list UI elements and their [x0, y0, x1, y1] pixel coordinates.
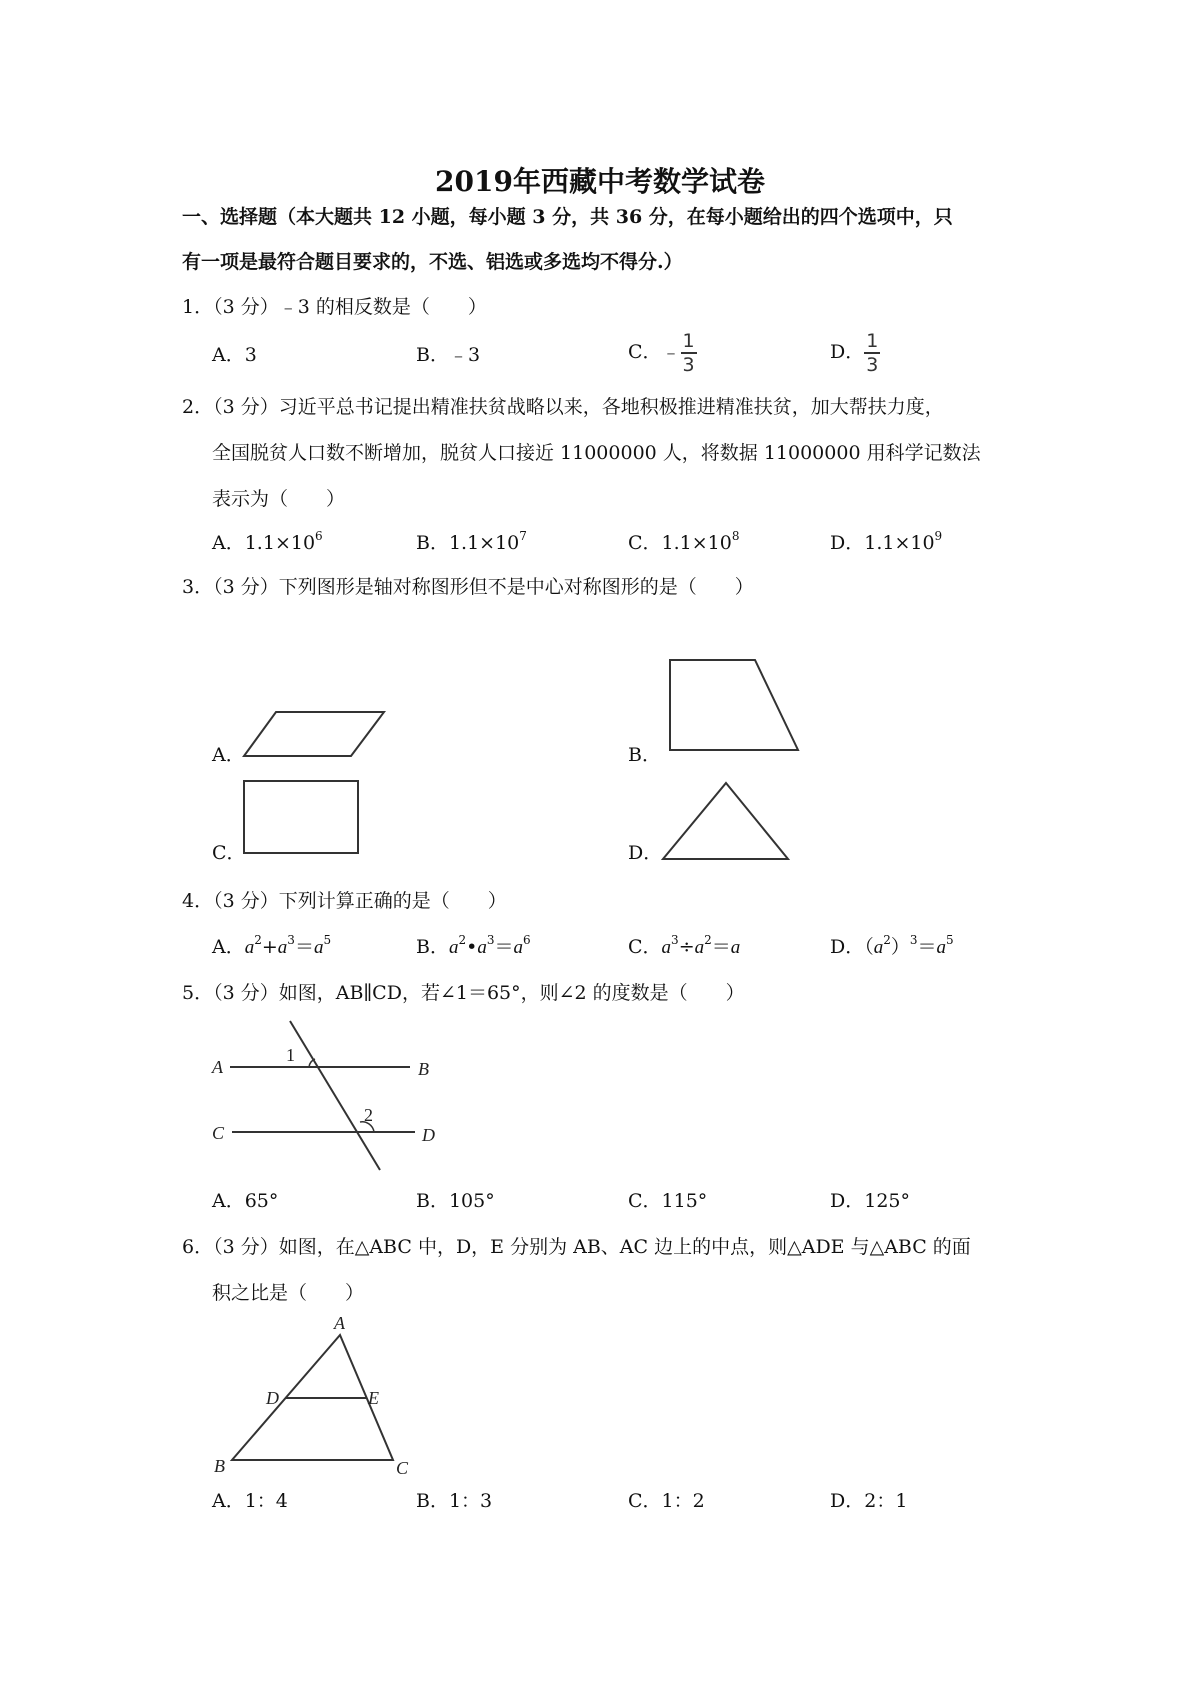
label-b: B [418, 1059, 429, 1079]
q5-figure-parallel-lines [210, 1015, 450, 1175]
q1-option-b: B．﹣3 [416, 344, 481, 366]
q3-figure-rectangle [240, 775, 370, 865]
q6-option-d: D．2：1 [830, 1490, 908, 1512]
q4-var: a [730, 937, 741, 958]
q1-option-d [830, 330, 880, 376]
q4-exp: 3 [909, 933, 918, 947]
q3-option-b-label: B． [628, 744, 661, 766]
q4-exp: 3 [671, 933, 679, 947]
q2-option-d-text: D．1.1×10 [830, 532, 935, 554]
section-heading-line2: 有一项是最符合题目要求的，不选、铝选或多选均不得分.） [182, 251, 683, 273]
q4-var: a [936, 937, 947, 958]
q5-option-a: A．65° [212, 1190, 279, 1212]
label-c: C [396, 1458, 409, 1478]
q4-option-a [212, 932, 331, 959]
q4-option-d [830, 932, 954, 959]
q1-option-a: A．3 [212, 344, 257, 366]
q4-exp: 3 [287, 933, 295, 947]
q4-var: a [277, 937, 288, 958]
label-c: C [212, 1123, 225, 1143]
q2-option-c-text: C．1.1×10 [628, 532, 732, 554]
q4-exp: 6 [522, 933, 531, 947]
label-angle-2: 2 [364, 1105, 373, 1125]
q4-option-b-label: B． [416, 936, 449, 958]
trapezoid-shape [670, 660, 798, 750]
q4-eq: ＝ [294, 936, 314, 958]
q1-option-c [628, 330, 697, 376]
q4-var: a [661, 937, 672, 958]
q4-op: ÷ [678, 936, 695, 958]
q3-figure-triangle [655, 775, 795, 865]
q4-op: + [261, 936, 278, 958]
q4-close: ） [890, 936, 910, 958]
q2-option-b-exponent: 7 [519, 529, 527, 543]
q4-option-b [416, 932, 531, 959]
q3-figure-trapezoid [660, 650, 810, 760]
transversal-line [290, 1021, 380, 1170]
q4-exp: 2 [883, 933, 891, 947]
label-b: B [214, 1456, 225, 1476]
q6-option-a: A．1：4 [212, 1490, 288, 1512]
q4-eq: ＝ [494, 936, 514, 958]
q4-exp: 2 [254, 933, 262, 947]
q4-exp: 2 [704, 933, 712, 947]
q4-eq: ＝ [711, 936, 731, 958]
q2-option-c-exponent: 8 [731, 529, 740, 543]
q6-stem-line1: 6．（3 分）如图，在△ABC 中，D，E 分别为 AB、AC 边上的中点，则△ADE 与△ABC 的面 [182, 1236, 971, 1258]
q4-exp: 5 [323, 933, 332, 947]
q5-option-c: C．115° [628, 1190, 708, 1212]
q4-var: a [694, 937, 705, 958]
q1-option-c-fraction [681, 330, 697, 376]
q2-option-c [628, 528, 740, 555]
q2-option-b-text: B．1.1×10 [416, 532, 520, 554]
label-d: D [422, 1125, 435, 1145]
q2-option-d-exponent: 9 [934, 529, 943, 543]
q3-option-a-label: A． [212, 744, 245, 766]
q4-var: a [244, 937, 255, 958]
q5-option-d: D．125° [830, 1190, 910, 1212]
q1-option-c-numerator: 1 [682, 330, 695, 352]
q4-option-a-label: A． [212, 936, 245, 958]
q3-option-c-label: C． [212, 842, 246, 864]
q6-option-c: C．1：2 [628, 1490, 705, 1512]
q1-option-d-numerator: 1 [866, 330, 879, 352]
q4-var: a [513, 937, 523, 958]
q3-stem: 3．（3 分）下列图形是轴对称图形但不是中心对称图形的是（ ） [182, 576, 754, 598]
page-title: 2019年西藏中考数学试卷 [435, 165, 765, 198]
q4-exp: 2 [458, 933, 467, 947]
q4-var: a [448, 937, 459, 958]
q2-stem-line1: 2．（3 分）习近平总书记提出精准扶贫战略以来，各地积极推进精准扶贫，加大帮扶力度， [182, 396, 944, 418]
q6-option-b: B．1：3 [416, 1490, 493, 1512]
q3-option-d-label: D． [628, 842, 663, 864]
angle-1-arc [309, 1059, 315, 1067]
q2-option-a-text: A．1.1×10 [212, 532, 316, 554]
q5-option-b: B．105° [416, 1190, 495, 1212]
q4-eq: ＝ [917, 936, 937, 958]
q4-exp: 5 [946, 933, 954, 947]
q4-var: a [873, 937, 884, 958]
q2-option-b [416, 528, 527, 555]
section-heading-line1: 一、选择题（本大题共 12 小题，每小题 3 分，共 36 分，在每小题给出的四个选项中，只 [182, 206, 953, 228]
label-a: A [334, 1313, 345, 1333]
q2-option-a [212, 528, 323, 555]
q4-stem: 4．（3 分）下列计算正确的是（ ） [182, 890, 507, 912]
q4-option-c-label: C． [628, 936, 662, 958]
label-a: A [212, 1057, 223, 1077]
rectangle-shape [244, 781, 358, 853]
label-e: E [368, 1388, 379, 1408]
q4-exp: 3 [486, 933, 495, 947]
q5-stem: 5．（3 分）如图，AB∥CD，若∠1＝65°，则∠2 的度数是（ ） [182, 982, 745, 1004]
q2-stem-line2: 全国脱贫人口数不断增加，脱贫人口接近 11000000 人，将数据 11000000 用科学记数法 [212, 442, 981, 464]
q4-var: a [313, 937, 324, 958]
q4-var: a [477, 937, 487, 958]
q3-figure-parallelogram [230, 700, 390, 760]
q2-option-d [830, 528, 942, 555]
q6-stem-line2: 积之比是（ ） [212, 1282, 365, 1304]
label-angle-1: 1 [286, 1045, 295, 1065]
q2-stem-line3: 表示为（ ） [212, 488, 346, 510]
q1-stem: 1．（3 分）﹣3 的相反数是（ ） [182, 296, 487, 318]
q2-option-a-exponent: 6 [315, 529, 323, 543]
parallelogram-shape [244, 712, 384, 756]
q4-op: • [466, 936, 478, 958]
q1-option-d-denominator: 3 [866, 354, 879, 376]
label-d: D [266, 1388, 279, 1408]
q4-option-d-label: D．（ [830, 936, 874, 958]
q1-option-c-denominator: 3 [682, 354, 695, 376]
q6-figure-triangle [210, 1313, 420, 1478]
q4-option-c [628, 932, 740, 959]
q1-option-c-prefix: C．﹣ [628, 341, 681, 363]
triangle-shape [663, 783, 788, 859]
q1-option-d-prefix: D． [830, 341, 865, 363]
q1-option-d-fraction [864, 330, 880, 376]
